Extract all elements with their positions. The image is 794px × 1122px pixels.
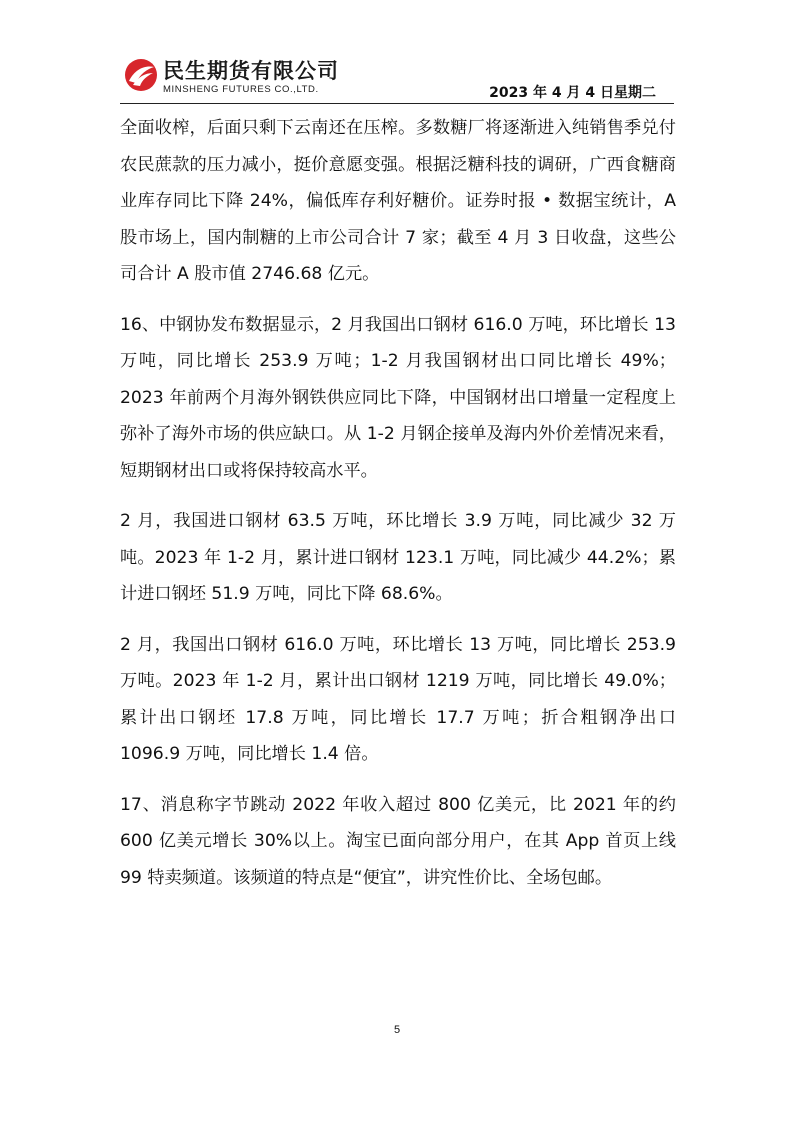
paragraph-steel-export: 2 月，我国出口钢材 616.0 万吨，环比增长 13 万吨，同比增长 253.9 万吨。2023 年 1-2 月，累计出口钢材 1219 万吨，同比增长 49.0%；累计出口钢坯 17.8 万吨，同比增长 17.7 万吨；折合粗钢净出口 1096.9 万吨，同比增长 1.4 倍。 [120, 634, 676, 764]
page-number: 5 [393, 1024, 401, 1036]
logo-english-name: MINSHENG FUTURES CO.,LTD. [163, 84, 319, 95]
paragraph-bytedance-17: 17、消息称字节跳动 2022 年收入超过 800 亿美元，比 2021 年的约 600 亿美元增长 30%以上。淘宝已面向部分用户，在其 App 首页上线 99 特卖频道。该频道的特点是“便宜”，讲究性价比、全场包邮。 [120, 794, 676, 888]
paragraph-steel-export-16: 16、中钢协发布数据显示，2 月我国出口钢材 616.0 万吨，环比增长 13 万吨，同比增长 253.9 万吨；1-2 月我国钢材出口同比增长 49%；2023 年前两个月海外钢铁供应同比下降，中国钢材出口增量一定程度上弥补了海外市场的供应缺口。从 1-2 月钢企接单及海内外价差情况来看，短期钢材出口或将保持较高水平。 [120, 314, 676, 481]
logo-chinese-name: 民生期货有限公司 [163, 59, 339, 83]
header-divider [120, 103, 674, 104]
paragraph-sugar-market: 全面收榨，后面只剩下云南还在压榨。多数糖厂将逐渐进入纯销售季兑付农民蔗款的压力减小，挺价意愿变强。根据泛糖科技的调研，广西食糖商业库存同比下降 24%，偏低库存利好糖价。证券时报 • 数据宝统计，A 股市场上，国内制糖的上市公司合计 7 家；截至 4 月 3 日收盘，这些公司合计 A 股市值 2746.68 亿元。 [120, 118, 676, 284]
header-date: 2023 年 4 月 4 日星期二 [489, 85, 656, 101]
company-logo [123, 55, 383, 105]
minsheng-logo-icon [123, 57, 159, 93]
document-body [120, 110, 676, 910]
page-header [0, 0, 794, 110]
paragraph-steel-import: 2 月，我国进口钢材 63.5 万吨，环比增长 3.9 万吨，同比减少 32 万吨。2023 年 1-2 月，累计进口钢材 123.1 万吨，同比减少 44.2%；累计进口钢坯 51.9 万吨，同比下降 68.6%。 [120, 511, 676, 604]
